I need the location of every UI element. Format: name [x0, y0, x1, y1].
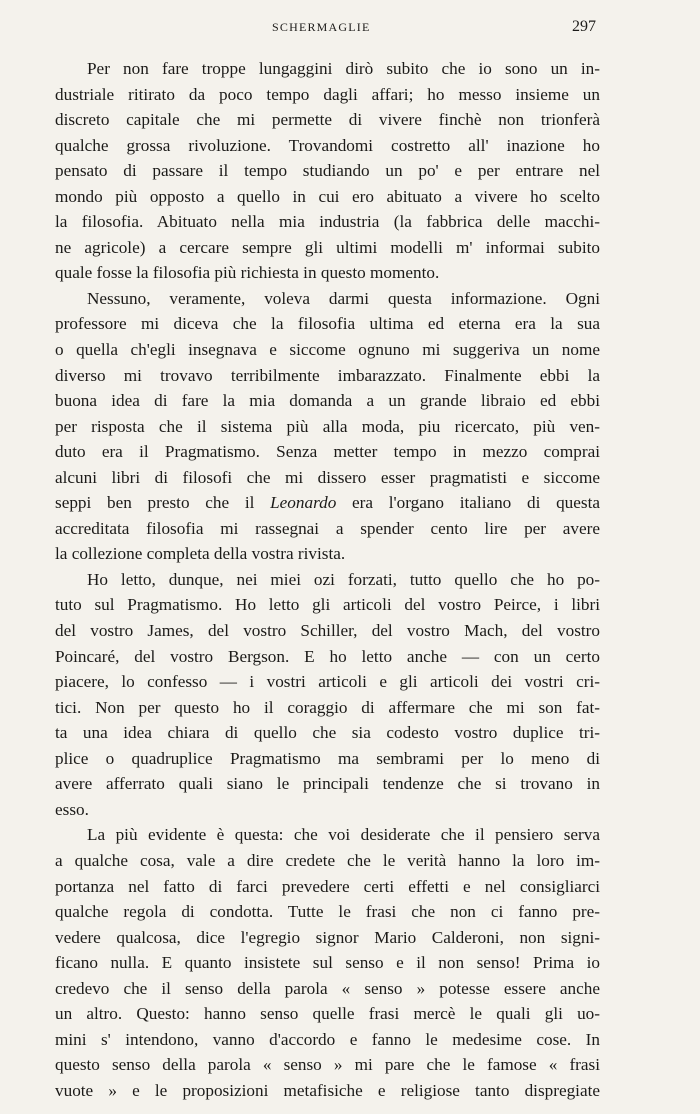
text-line: buona idea di fare la mia domanda a un grande libraio ed ebbi: [55, 391, 600, 411]
text-line: duto era il Pragmatismo. Senza metter tempo in mezzo comprai: [55, 442, 600, 462]
text-line: Ho letto, dunque, nei miei ozi forzati, tutto quello che ho po-: [87, 569, 600, 589]
paragraph-4: [55, 822, 600, 1103]
text-line: ta una idea chiara di quello che sia codesto vostro duplice tri-: [55, 723, 600, 743]
paragraph-3: [55, 567, 600, 822]
text-line: mini s' intendono, vanno d'accordo e fanno le medesime cose. In: [55, 1029, 600, 1049]
running-title: SCHERMAGLIE: [272, 20, 371, 34]
text-line: o quella ch'egli insegnava e siccome ognuno mi suggeriva un nome: [55, 340, 600, 360]
text-line: discreto capitale che mi permette di vivere finchè non trionferà: [55, 110, 600, 130]
text-line: tici. Non per questo ho il coraggio di affermare che mi son fat-: [55, 697, 600, 717]
text-line: la collezione completa della vostra rivista.: [55, 544, 346, 564]
text-line: Poincaré, del vostro Bergson. E ho letto anche — con un certo: [55, 646, 600, 666]
text-line: alcuni libri di filosofi che mi dissero esser pragmatisti e siccome: [55, 467, 600, 487]
body-text: [55, 56, 600, 1103]
text-line: Per non fare troppe lungaggini dirò subito che io sono un in-: [87, 59, 600, 78]
paragraph-1: [55, 56, 600, 286]
text-line: avere afferrato quali siano le principali tendenze che si trovano in: [55, 774, 600, 794]
text-line: diverso mi trovavo terribilmente imbarazzato. Finalmente ebbi la: [55, 365, 600, 385]
page-number: 297: [572, 18, 596, 35]
text-line: La più evidente è questa: che voi desiderate che il pensiero serva: [87, 825, 600, 845]
text-line: professore mi diceva che la filosofia ultima ed eterna era la sua: [55, 314, 600, 334]
text-line: vuote » e le proposizioni metafisiche e religiose tanto dispregiate: [55, 1080, 600, 1100]
text-line: credevo che il senso della parola « senso » potesse essere anche: [55, 978, 600, 998]
text-line: qualche regola di condotta. Tutte le frasi che non ci fanno pre-: [55, 902, 600, 922]
text-line: tuto sul Pragmatismo. Ho letto gli articoli del vostro Peirce, i libri: [55, 595, 600, 615]
text-line: piacere, lo confesso — i vostri articoli e gli articoli dei vostri cri-: [55, 672, 600, 692]
text-line: ficano nulla. E quanto insistete sul senso e il non senso! Prima io: [55, 953, 600, 973]
text-line: plice o quadruplice Pragmatismo ma sembrami per lo meno di: [55, 748, 600, 768]
text-line: dustriale ritirato da poco tempo dagli affari; ho messo insieme un: [55, 84, 600, 104]
text-line: per risposta che il sistema più alla moda, piu ricercato, più ven-: [55, 416, 600, 436]
text-line: questo senso della parola « senso » mi pare che le famose « frasi: [55, 1055, 600, 1075]
text-line: qualche grossa rivoluzione. Trovandomi costretto all' inazione ho: [55, 135, 600, 155]
text-line: la filosofia. Abituato nella mia industria (la fabbrica delle macchi-: [55, 212, 600, 232]
text-line: mondo più opposto a quello in cui ero abituato a vivere ho scelto: [55, 186, 600, 206]
text-line: del vostro James, del vostro Schiller, del vostro Mach, del vostro: [55, 621, 600, 641]
text-line: quale fosse la filosofia più richiesta in questo momento.: [55, 263, 440, 283]
text-line: accreditata filosofia mi rassegnai a spender cento lire per avere: [55, 518, 600, 538]
text-line: pensato di passare il tempo studiando un po' e per entrare nel: [55, 161, 600, 181]
text-line: vedere qualcosa, dice l'egregio signor Mario Calderoni, non signi-: [55, 927, 600, 947]
text-line-with-italic-title: seppi ben presto che il Leonardo era l'organo italiano di questa: [55, 493, 600, 513]
text-line: un altro. Questo: hanno senso quelle frasi mercè le quali gli uo-: [55, 1004, 600, 1024]
text-line: a qualche cosa, vale a dire credete che le verità hanno la loro im-: [55, 850, 600, 870]
text-line: portanza nel fatto di farci prevedere certi effetti e nel consigliarci: [55, 876, 600, 896]
text-line: ne agricole) a cercare sempre gli ultimi modelli m' informai subito: [55, 237, 600, 257]
text-line: esso.: [55, 799, 89, 819]
text-line: Nessuno, veramente, voleva darmi questa informazione. Ogni: [87, 288, 600, 308]
running-head: [0, 18, 700, 40]
paragraph-2: [55, 286, 600, 567]
